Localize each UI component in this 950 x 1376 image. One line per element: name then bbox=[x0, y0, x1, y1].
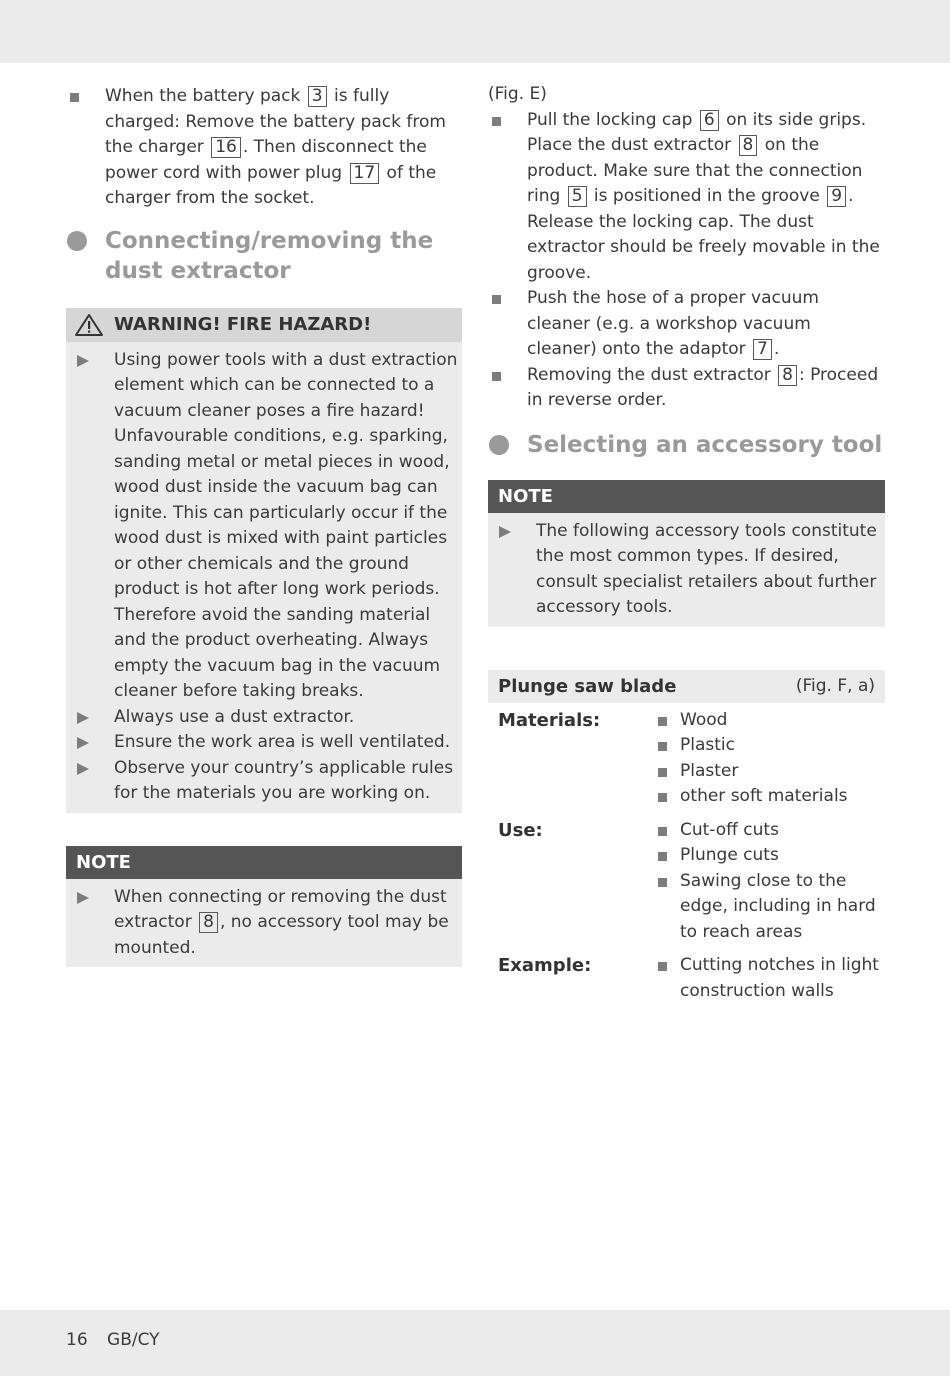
warning-item: Observe your country’s applicable rules for the materials you are working on. bbox=[66, 756, 462, 807]
list-item: Cut-off cuts bbox=[642, 818, 885, 844]
left-column bbox=[66, 84, 462, 967]
note-header: NOTE bbox=[488, 480, 885, 513]
step-bullet: Removing the dust extractor 8 : Proceed in reverse order. bbox=[488, 363, 885, 414]
square-bullet-icon bbox=[658, 717, 667, 726]
square-bullet-icon bbox=[658, 768, 667, 777]
step-bullet: Pull the locking cap 6 on its side grips. Place the dust extractor 8 on the product. Make sure that the connection ring 5 is positioned in the groove 9 . Release the locking cap. The dust extractor should be freely movable in the groove. bbox=[488, 108, 885, 287]
warning-item: Using power tools with a dust extraction element which can be connected to a vacuum cleaner poses a fire hazard! Unfavourable conditions, e.g. sparking, sanding metal or metal pieces in wood, wood dust inside the vacuum bag can ignite. This can particularly occur if the wood dust is mixed with paint particles or other chemicals and the ground product is hot after long work periods. Therefore avoid the sanding material and the product overheating. Always empty the vacuum bag in the vacuum cleaner before taking breaks. bbox=[66, 348, 462, 705]
triangle-bullet-icon bbox=[77, 892, 89, 904]
ref-number: 7 bbox=[753, 339, 772, 360]
list-item: Plastic bbox=[642, 733, 885, 759]
note-box-left bbox=[66, 846, 462, 968]
square-bullet-icon bbox=[658, 852, 667, 861]
warning-triangle-icon bbox=[74, 313, 104, 337]
square-bullet-icon bbox=[658, 878, 667, 887]
section-dot-icon bbox=[489, 435, 509, 455]
square-bullet-icon bbox=[658, 793, 667, 802]
note-item: When connecting or removing the dust extractor 8 , no accessory tool may be mounted. bbox=[66, 885, 462, 962]
ref-number: 9 bbox=[827, 186, 846, 207]
section-dot-icon bbox=[67, 231, 87, 251]
page-footer bbox=[66, 1330, 174, 1350]
language-code: GB/CY bbox=[107, 1330, 160, 1350]
example-row: Example: Cutting notches in light construction walls bbox=[488, 953, 885, 1004]
tool-figure-ref: (Fig. F, a) bbox=[795, 675, 875, 696]
ref-number: 6 bbox=[700, 110, 719, 131]
list-item: Wood bbox=[642, 708, 885, 734]
list-item: Cutting notches in light construction walls bbox=[642, 953, 885, 1004]
section-heading-accessory: Selecting an accessory tool bbox=[488, 430, 885, 460]
note-header: NOTE bbox=[66, 846, 462, 879]
list-item: Plaster bbox=[642, 759, 885, 785]
note-item: The following accessory tools constitute the most common types. If desired, consult specialist retailers about further accessory tools. bbox=[488, 519, 885, 621]
square-bullet-icon bbox=[658, 827, 667, 836]
warning-item: Ensure the work area is well ventilated. bbox=[66, 730, 462, 756]
square-bullet-icon bbox=[492, 295, 501, 304]
ref-number: 8 bbox=[199, 912, 218, 933]
materials-row: Materials: Wood Plastic Plaster other soft materials bbox=[488, 708, 885, 810]
triangle-bullet-icon bbox=[77, 712, 89, 724]
list-item: Sawing close to the edge, including in hard to reach areas bbox=[642, 869, 885, 946]
triangle-bullet-icon bbox=[77, 737, 89, 749]
step-bullet: Push the hose of a proper vacuum cleaner (e.g. a workshop vacuum cleaner) onto the adaptor 7 . bbox=[488, 286, 885, 363]
figure-label: (Fig. E) bbox=[488, 84, 547, 104]
square-bullet-icon bbox=[492, 117, 501, 126]
triangle-bullet-icon bbox=[499, 526, 511, 538]
square-bullet-icon bbox=[658, 742, 667, 751]
warning-header: WARNING! FIRE HAZARD! bbox=[66, 308, 462, 342]
section-heading-dust-extractor: Connecting/removing the dust extractor bbox=[66, 226, 462, 286]
list-item: other soft materials bbox=[642, 784, 885, 810]
ref-number: 17 bbox=[350, 163, 380, 184]
top-bar bbox=[0, 0, 950, 63]
square-bullet-icon bbox=[492, 372, 501, 381]
page-number: 16 bbox=[66, 1330, 88, 1350]
square-bullet-icon bbox=[658, 962, 667, 971]
note-box-right bbox=[488, 480, 885, 627]
ref-number: 3 bbox=[308, 86, 327, 107]
triangle-bullet-icon bbox=[77, 763, 89, 775]
tool-header bbox=[488, 670, 885, 703]
right-column bbox=[488, 82, 885, 1004]
ref-number: 5 bbox=[568, 186, 587, 207]
square-bullet-icon bbox=[70, 93, 79, 102]
tool-name: Plunge saw blade bbox=[498, 675, 677, 697]
use-row: Use: Cut-off cuts Plunge cuts Sawing close to the edge, including in hard to reach areas bbox=[488, 818, 885, 946]
charging-bullet: When the battery pack 3 is fully charged: Remove the battery pack from the charger 16 . Then disconnect the power cord with power plug 17 of the charger from the socket. bbox=[66, 84, 462, 212]
warning-item: Always use a dust extractor. bbox=[66, 705, 462, 731]
list-item: Plunge cuts bbox=[642, 843, 885, 869]
warning-box bbox=[66, 308, 462, 813]
ref-number: 8 bbox=[739, 135, 758, 156]
ref-number: 8 bbox=[778, 365, 797, 386]
triangle-bullet-icon bbox=[77, 355, 89, 367]
ref-number: 16 bbox=[211, 137, 241, 158]
